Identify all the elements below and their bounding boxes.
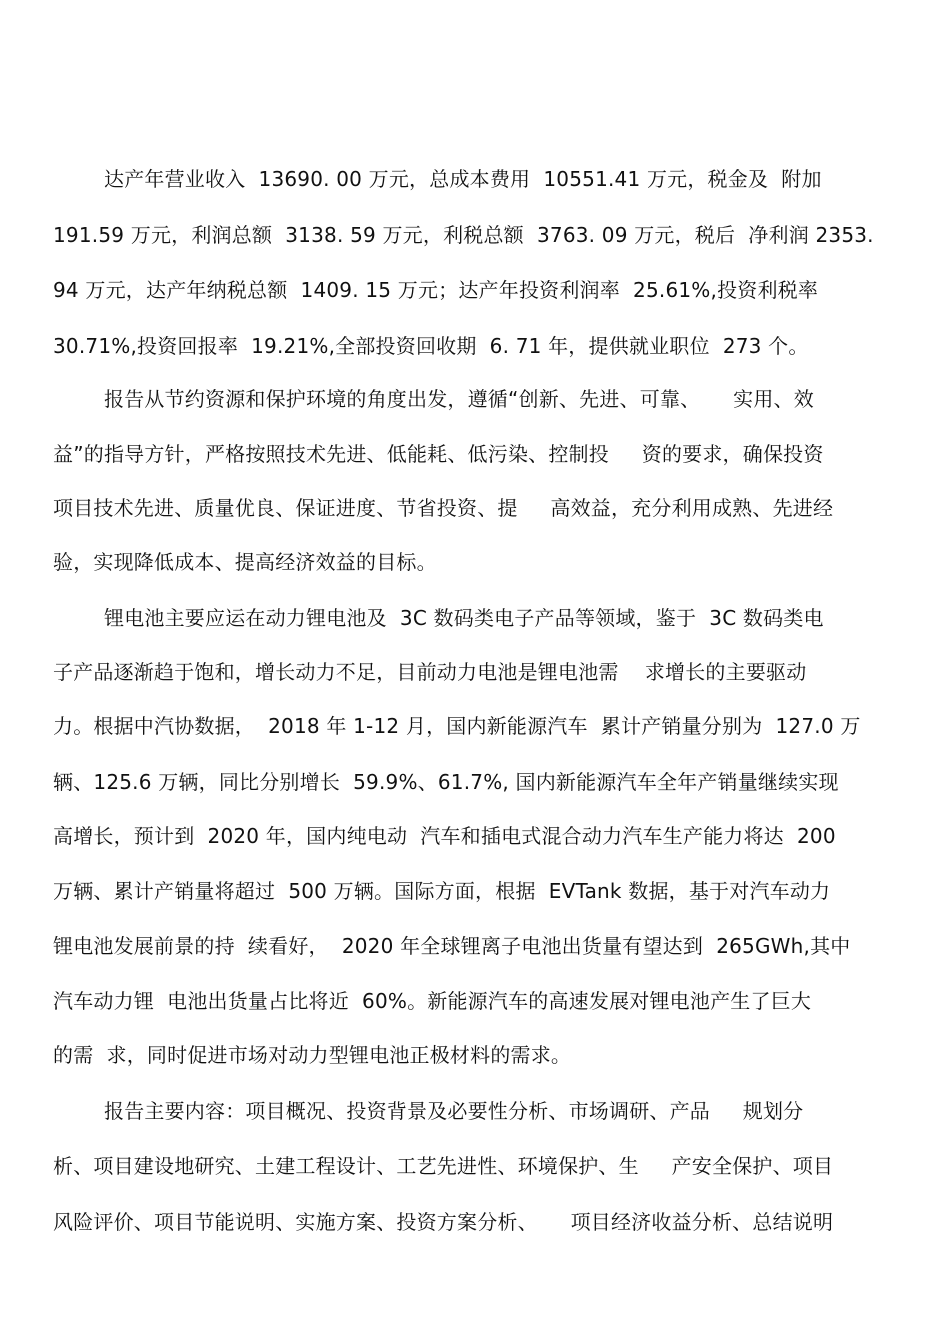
text-line: 高增长，预计到 2020 年，国内纯电动 汽车和插电式混合动力汽车生产能力将达 200 bbox=[53, 824, 836, 848]
text-line: 94 万元，达产年纳税总额 1409. 15 万元；达产年投资利润率 25.61%,投资利税率 bbox=[53, 278, 819, 302]
text-line: 锂电池发展前景的持 续看好， 2020 年全球锂离子电池出货量有望达到 265GWh,其中 bbox=[53, 934, 851, 958]
text-line: 30.71%,投资回报率 19.21%,全部投资回收期 6. 71 年，提供就业职位 273 个。 bbox=[53, 334, 809, 358]
text-line: 汽车动力锂 电池出货量占比将近 60%。新能源汽车的高速发展对锂电池产生了巨大 bbox=[53, 989, 812, 1013]
text-line: 的需 求，同时促进市场对动力型锂电池正极材料的需求。 bbox=[53, 1043, 572, 1067]
text-line: 达产年营业收入 13690. 00 万元，总成本费用 10551.41 万元，税金及 附加 bbox=[104, 167, 822, 191]
text-line: 析、项目建设地研究、土建工程设计、工艺先进性、环境保护、生 产安全保护、项目 bbox=[53, 1154, 834, 1178]
text-line: 风险评价、项目节能说明、实施方案、投资方案分析、 项目经济收益分析、总结说明 bbox=[53, 1210, 834, 1234]
text-line: 益”的指导方针，严格按照技术先进、低能耗、低污染、控制投 资的要求，确保投资 bbox=[53, 442, 824, 466]
text-line: 力。根据中汽协数据， 2018 年 1-12 月，国内新能源汽车 累计产销量分别为 127.0 万 bbox=[53, 714, 861, 738]
text-line: 万辆、累计产销量将超过 500 万辆。国际方面，根据 EVTank 数据，基于对汽车动力 bbox=[53, 879, 831, 903]
text-line: 项目技术先进、质量优良、保证进度、节省投资、提 高效益，充分利用成熟、先进经 bbox=[53, 496, 834, 520]
text-line: 191.59 万元，利润总额 3138. 59 万元，利税总额 3763. 09 万元，税后 净利润 2353. bbox=[53, 223, 874, 247]
text-line: 辆、125.6 万辆，同比分别增长 59.9%、61.7%, 国内新能源汽车全年产销量继续实现 bbox=[53, 770, 839, 794]
text-line: 锂电池主要应运在动力锂电池及 3C 数码类电子产品等领域，鉴于 3C 数码类电 bbox=[104, 606, 824, 630]
text-line: 子产品逐渐趋于饱和，增长动力不足，目前动力电池是锂电池需 求增长的主要驱动 bbox=[53, 660, 807, 684]
text-line: 报告从节约资源和保护环境的角度出发，遵循“创新、先进、可靠、 实用、效 bbox=[104, 387, 814, 411]
text-line: 报告主要内容：项目概况、投资背景及必要性分析、市场调研、产品 规划分 bbox=[104, 1099, 804, 1123]
text-line: 验，实现降低成本、提高经济效益的目标。 bbox=[53, 550, 437, 574]
